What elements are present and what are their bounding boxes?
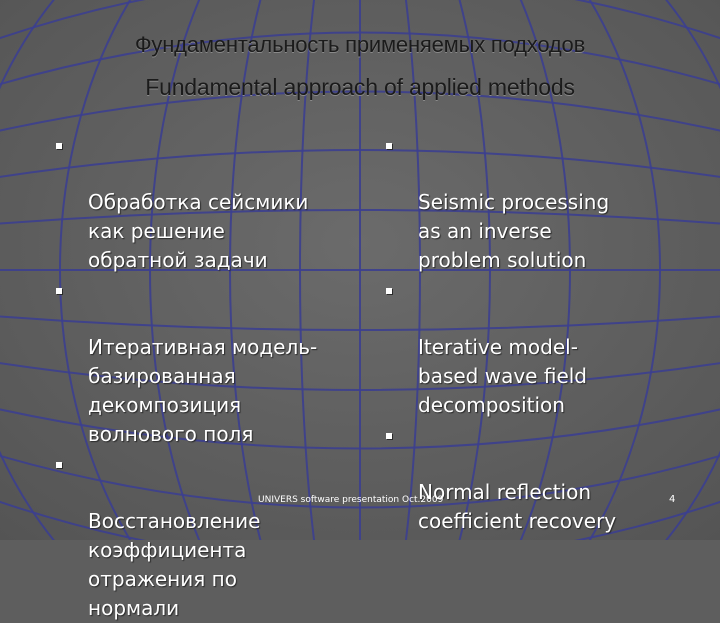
bullet-item: [54, 130, 354, 275]
bullet-text: Обработка сейсмики как решение обратной задачи: [88, 190, 309, 272]
bullet-text: Seismic processing as an inverse problem solution: [418, 190, 610, 272]
bullet-item: [54, 449, 354, 623]
bullet-item: [384, 130, 684, 275]
bullet-text: Итеративная модель- базированная декомпозиция волнового поля: [88, 335, 318, 446]
square-bullet-icon: [56, 288, 62, 294]
page-number: 4: [669, 494, 676, 505]
square-bullet-icon: [386, 433, 392, 439]
bullet-text: Iterative model- based wave field decomposition: [418, 335, 587, 417]
slide-footer: UNIVERS software presentation Oct.2009: [258, 495, 444, 505]
bullet-item: [384, 420, 684, 536]
square-bullet-icon: [386, 143, 392, 149]
bullet-list-english: [384, 130, 684, 536]
bullet-item: [384, 275, 684, 420]
square-bullet-icon: [56, 462, 62, 468]
slide-title-english: Fundamental approach of applied methods: [145, 74, 575, 100]
bullet-text: Normal reflection coefficient recovery: [418, 480, 617, 533]
square-bullet-icon: [56, 143, 62, 149]
bullet-item: [54, 275, 354, 449]
bullet-text: Восстановление коэффициента отражения по нормали: [88, 509, 261, 620]
square-bullet-icon: [386, 288, 392, 294]
bullet-list-russian: [54, 130, 354, 623]
slide-title-russian: Фундаментальность применяемых подходов: [134, 32, 586, 57]
